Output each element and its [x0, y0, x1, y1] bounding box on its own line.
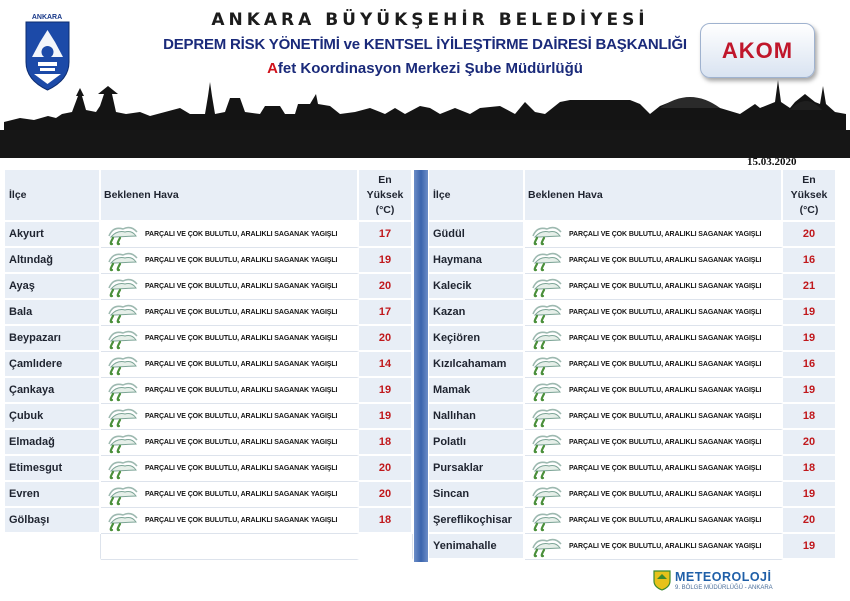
table-row: [429, 326, 838, 352]
weather-cell: [101, 300, 359, 326]
weather-description: PARÇALI VE ÇOK BULUTLU, ARALIKLI SAĞANAK YAĞIŞLI: [145, 283, 338, 290]
weather-description: PARÇALI VE ÇOK BULUTLU, ARALIKLI SAĞANAK YAĞIŞLI: [145, 387, 338, 394]
weather-cell: [101, 404, 359, 430]
table-row-empty: [5, 534, 413, 560]
district-name: Çubuk: [5, 404, 101, 430]
weather-cell: [525, 274, 783, 300]
cloud-rain-icon: [529, 250, 565, 272]
district-name: Polatlı: [429, 430, 525, 456]
meteoroloji-subtitle: 9. BÖLGE MÜDÜRLÜĞÜ - ANKARA: [675, 584, 773, 591]
max-temperature: 18: [783, 456, 837, 482]
max-temperature: 18: [783, 404, 837, 430]
table-row: [429, 378, 838, 404]
table-row: [5, 430, 413, 456]
table-left-body: [5, 222, 413, 534]
max-temperature: 19: [359, 404, 413, 430]
table-row: [429, 534, 838, 560]
cloud-rain-icon: [105, 432, 141, 454]
district-name: Sincan: [429, 482, 525, 508]
table-right: [429, 170, 838, 560]
max-temperature: 19: [783, 300, 837, 326]
table-row: [5, 378, 413, 404]
weather-cell: [525, 352, 783, 378]
weather-description: PARÇALI VE ÇOK BULUTLU, ARALIKLI SAĞANAK YAĞIŞLI: [569, 257, 762, 264]
table-row: [429, 508, 838, 534]
max-temperature: 20: [359, 326, 413, 352]
weather-description: PARÇALI VE ÇOK BULUTLU, ARALIKLI SAĞANAK YAĞIŞLI: [145, 517, 338, 524]
weather-description: PARÇALI VE ÇOK BULUTLU, ARALIKLI SAĞANAK YAĞIŞLI: [569, 309, 762, 316]
empty-cell: [359, 534, 413, 560]
max-temperature: 19: [783, 326, 837, 352]
empty-cell: [101, 534, 359, 560]
header-weather: Beklenen Hava: [525, 170, 783, 222]
header: [0, 0, 850, 160]
page-title: ANKARA BÜYÜKŞEHİR BELEDİYESİ: [211, 10, 649, 30]
cloud-rain-icon: [105, 224, 141, 246]
max-temperature: 19: [783, 534, 837, 560]
max-temperature: 19: [783, 482, 837, 508]
column-divider: [414, 170, 428, 562]
weather-description: PARÇALI VE ÇOK BULUTLU, ARALIKLI SAĞANAK YAĞIŞLI: [145, 335, 338, 342]
weather-cell: [525, 248, 783, 274]
district-name: Kızılcahamam: [429, 352, 525, 378]
max-temperature: 16: [783, 248, 837, 274]
max-temperature: 20: [783, 508, 837, 534]
weather-cell: [101, 326, 359, 352]
cloud-rain-icon: [105, 302, 141, 324]
table-left: [5, 170, 413, 560]
table-row: [5, 482, 413, 508]
table-row: [429, 248, 838, 274]
district-name: Akyurt: [5, 222, 101, 248]
district-name: Etimesgut: [5, 456, 101, 482]
cloud-rain-icon: [105, 458, 141, 480]
header-district: İlçe: [429, 170, 525, 222]
table-row: [429, 456, 838, 482]
district-name: Altındağ: [5, 248, 101, 274]
cloud-rain-icon: [105, 328, 141, 350]
city-skyline: [0, 78, 850, 158]
district-name: Bala: [5, 300, 101, 326]
district-name: Kazan: [429, 300, 525, 326]
meteoroloji-title: METEOROLOJİ: [675, 569, 772, 584]
header-max-line3: (°C): [799, 203, 819, 216]
logo-text: ANKARA: [31, 14, 63, 21]
meteoroloji-emblem-icon: [652, 569, 672, 591]
weather-cell: [101, 482, 359, 508]
weather-cell: [525, 378, 783, 404]
district-name: Çankaya: [5, 378, 101, 404]
max-temperature: 16: [783, 352, 837, 378]
weather-description: PARÇALI VE ÇOK BULUTLU, ARALIKLI SAĞANAK YAĞIŞLI: [569, 231, 762, 238]
cloud-rain-icon: [529, 406, 565, 428]
weather-description: PARÇALI VE ÇOK BULUTLU, ARALIKLI SAĞANAK YAĞIŞLI: [145, 491, 338, 498]
weather-cell: [101, 378, 359, 404]
cloud-rain-icon: [529, 380, 565, 402]
cloud-rain-icon: [105, 510, 141, 532]
weather-cell: [525, 456, 783, 482]
cloud-rain-icon: [529, 432, 565, 454]
cloud-rain-icon: [529, 458, 565, 480]
table-row: [5, 300, 413, 326]
weather-cell: [101, 248, 359, 274]
weather-cell: [101, 222, 359, 248]
max-temperature: 20: [359, 456, 413, 482]
max-temperature: 17: [359, 222, 413, 248]
district-name: Beypazarı: [5, 326, 101, 352]
table-row: [429, 352, 838, 378]
unit-title-rest: fet Koordinasyon Merkezi Şube Müdürlüğü: [277, 60, 583, 77]
weather-cell: [101, 508, 359, 534]
max-temperature: 18: [359, 508, 413, 534]
weather-description: PARÇALI VE ÇOK BULUTLU, ARALIKLI SAĞANAK YAĞIŞLI: [569, 335, 762, 342]
report-date: 15.03.2020: [747, 156, 797, 168]
table-right-body: [429, 222, 838, 560]
weather-description: PARÇALI VE ÇOK BULUTLU, ARALIKLI SAĞANAK YAĞIŞLI: [145, 309, 338, 316]
table-row: [5, 326, 413, 352]
weather-description: PARÇALI VE ÇOK BULUTLU, ARALIKLI SAĞANAK YAĞIŞLI: [569, 517, 762, 524]
weather-description: PARÇALI VE ÇOK BULUTLU, ARALIKLI SAĞANAK YAĞIŞLI: [569, 283, 762, 290]
weather-description: PARÇALI VE ÇOK BULUTLU, ARALIKLI SAĞANAK YAĞIŞLI: [569, 387, 762, 394]
akom-logo: [700, 23, 815, 78]
weather-cell: [525, 300, 783, 326]
table-row: [5, 352, 413, 378]
max-temperature: 20: [359, 274, 413, 300]
weather-cell: [101, 352, 359, 378]
cloud-rain-icon: [529, 276, 565, 298]
district-name: Güdül: [429, 222, 525, 248]
table-header-row: [5, 170, 413, 222]
district-name: Evren: [5, 482, 101, 508]
header-max-line1: En: [378, 173, 392, 186]
weather-cell: [525, 534, 783, 560]
header-max-line3: (°C): [375, 203, 395, 216]
district-name: Haymana: [429, 248, 525, 274]
cloud-rain-icon: [105, 354, 141, 376]
weather-description: PARÇALI VE ÇOK BULUTLU, ARALIKLI SAĞANAK YAĞIŞLI: [145, 413, 338, 420]
max-temperature: 17: [359, 300, 413, 326]
weather-description: PARÇALI VE ÇOK BULUTLU, ARALIKLI SAĞANAK YAĞIŞLI: [145, 439, 338, 446]
cloud-rain-icon: [529, 354, 565, 376]
weather-cell: [101, 274, 359, 300]
header-weather: Beklenen Hava: [101, 170, 359, 222]
weather-cell: [525, 326, 783, 352]
max-temperature: 20: [783, 430, 837, 456]
cloud-rain-icon: [529, 510, 565, 532]
weather-cell: [525, 404, 783, 430]
district-name: Kalecik: [429, 274, 525, 300]
table-row: [5, 456, 413, 482]
weather-cell: [525, 482, 783, 508]
unit-title-initial: A: [267, 60, 278, 77]
weather-description: PARÇALI VE ÇOK BULUTLU, ARALIKLI SAĞANAK YAĞIŞLI: [569, 491, 762, 498]
district-name: Gölbaşı: [5, 508, 101, 534]
max-temperature: 21: [783, 274, 837, 300]
meteoroloji-text: [675, 570, 773, 591]
cloud-rain-icon: [105, 484, 141, 506]
department-title: DEPREM RİSK YÖNETİMİ ve KENTSEL İYİLEŞTİRME DAİRESİ BAŞKANLIĞI: [163, 36, 687, 53]
table-row: [5, 508, 413, 534]
weather-description: PARÇALI VE ÇOK BULUTLU, ARALIKLI SAĞANAK YAĞIŞLI: [569, 413, 762, 420]
table-row: [5, 248, 413, 274]
district-name: Ayaş: [5, 274, 101, 300]
header-district: İlçe: [5, 170, 101, 222]
district-name: Pursaklar: [429, 456, 525, 482]
district-name: Yenimahalle: [429, 534, 525, 560]
weather-cell: [101, 430, 359, 456]
table-row: [429, 274, 838, 300]
table-row: [429, 300, 838, 326]
weather-description: PARÇALI VE ÇOK BULUTLU, ARALIKLI SAĞANAK YAĞIŞLI: [145, 257, 338, 264]
header-max-temp: [783, 170, 837, 222]
district-name: Çamlıdere: [5, 352, 101, 378]
district-name: Keçiören: [429, 326, 525, 352]
weather-description: PARÇALI VE ÇOK BULUTLU, ARALIKLI SAĞANAK YAĞIŞLI: [569, 361, 762, 368]
max-temperature: 20: [783, 222, 837, 248]
meteoroloji-logo: [652, 565, 792, 595]
weather-cell: [525, 222, 783, 248]
weather-cell: [525, 430, 783, 456]
weather-cell: [525, 508, 783, 534]
cloud-rain-icon: [529, 302, 565, 324]
weather-description: PARÇALI VE ÇOK BULUTLU, ARALIKLI SAĞANAK YAĞIŞLI: [145, 231, 338, 238]
district-name: Şereflikoçhisar: [429, 508, 525, 534]
district-name: Mamak: [429, 378, 525, 404]
table-row: [429, 222, 838, 248]
table-row: [429, 430, 838, 456]
cloud-rain-icon: [529, 224, 565, 246]
cloud-rain-icon: [105, 276, 141, 298]
table-header-row: [429, 170, 838, 222]
empty-cell: [5, 534, 101, 560]
table-row: [429, 404, 838, 430]
weather-description: PARÇALI VE ÇOK BULUTLU, ARALIKLI SAĞANAK YAĞIŞLI: [569, 543, 762, 550]
table-row: [429, 482, 838, 508]
header-max-line1: En: [802, 173, 816, 186]
cloud-rain-icon: [529, 328, 565, 350]
cloud-rain-icon: [529, 484, 565, 506]
max-temperature: 19: [359, 378, 413, 404]
max-temperature: 18: [359, 430, 413, 456]
weather-description: PARÇALI VE ÇOK BULUTLU, ARALIKLI SAĞANAK YAĞIŞLI: [569, 465, 762, 472]
max-temperature: 20: [359, 482, 413, 508]
header-max-line2: Yüksek: [366, 188, 404, 201]
header-max-temp: [359, 170, 413, 222]
weather-cell: [101, 456, 359, 482]
district-name: Nallıhan: [429, 404, 525, 430]
max-temperature: 14: [359, 352, 413, 378]
cloud-rain-icon: [105, 406, 141, 428]
weather-description: PARÇALI VE ÇOK BULUTLU, ARALIKLI SAĞANAK YAĞIŞLI: [145, 465, 338, 472]
table-row: [5, 404, 413, 430]
table-row: [5, 274, 413, 300]
table-row: [5, 222, 413, 248]
header-max-line2: Yüksek: [790, 188, 828, 201]
weather-description: PARÇALI VE ÇOK BULUTLU, ARALIKLI SAĞANAK YAĞIŞLI: [569, 439, 762, 446]
cloud-rain-icon: [105, 380, 141, 402]
cloud-rain-icon: [105, 250, 141, 272]
max-temperature: 19: [359, 248, 413, 274]
weather-description: PARÇALI VE ÇOK BULUTLU, ARALIKLI SAĞANAK YAĞIŞLI: [145, 361, 338, 368]
akom-logo-text: AKOM: [721, 37, 794, 63]
cloud-rain-icon: [529, 536, 565, 558]
district-name: Elmadağ: [5, 430, 101, 456]
max-temperature: 19: [783, 378, 837, 404]
